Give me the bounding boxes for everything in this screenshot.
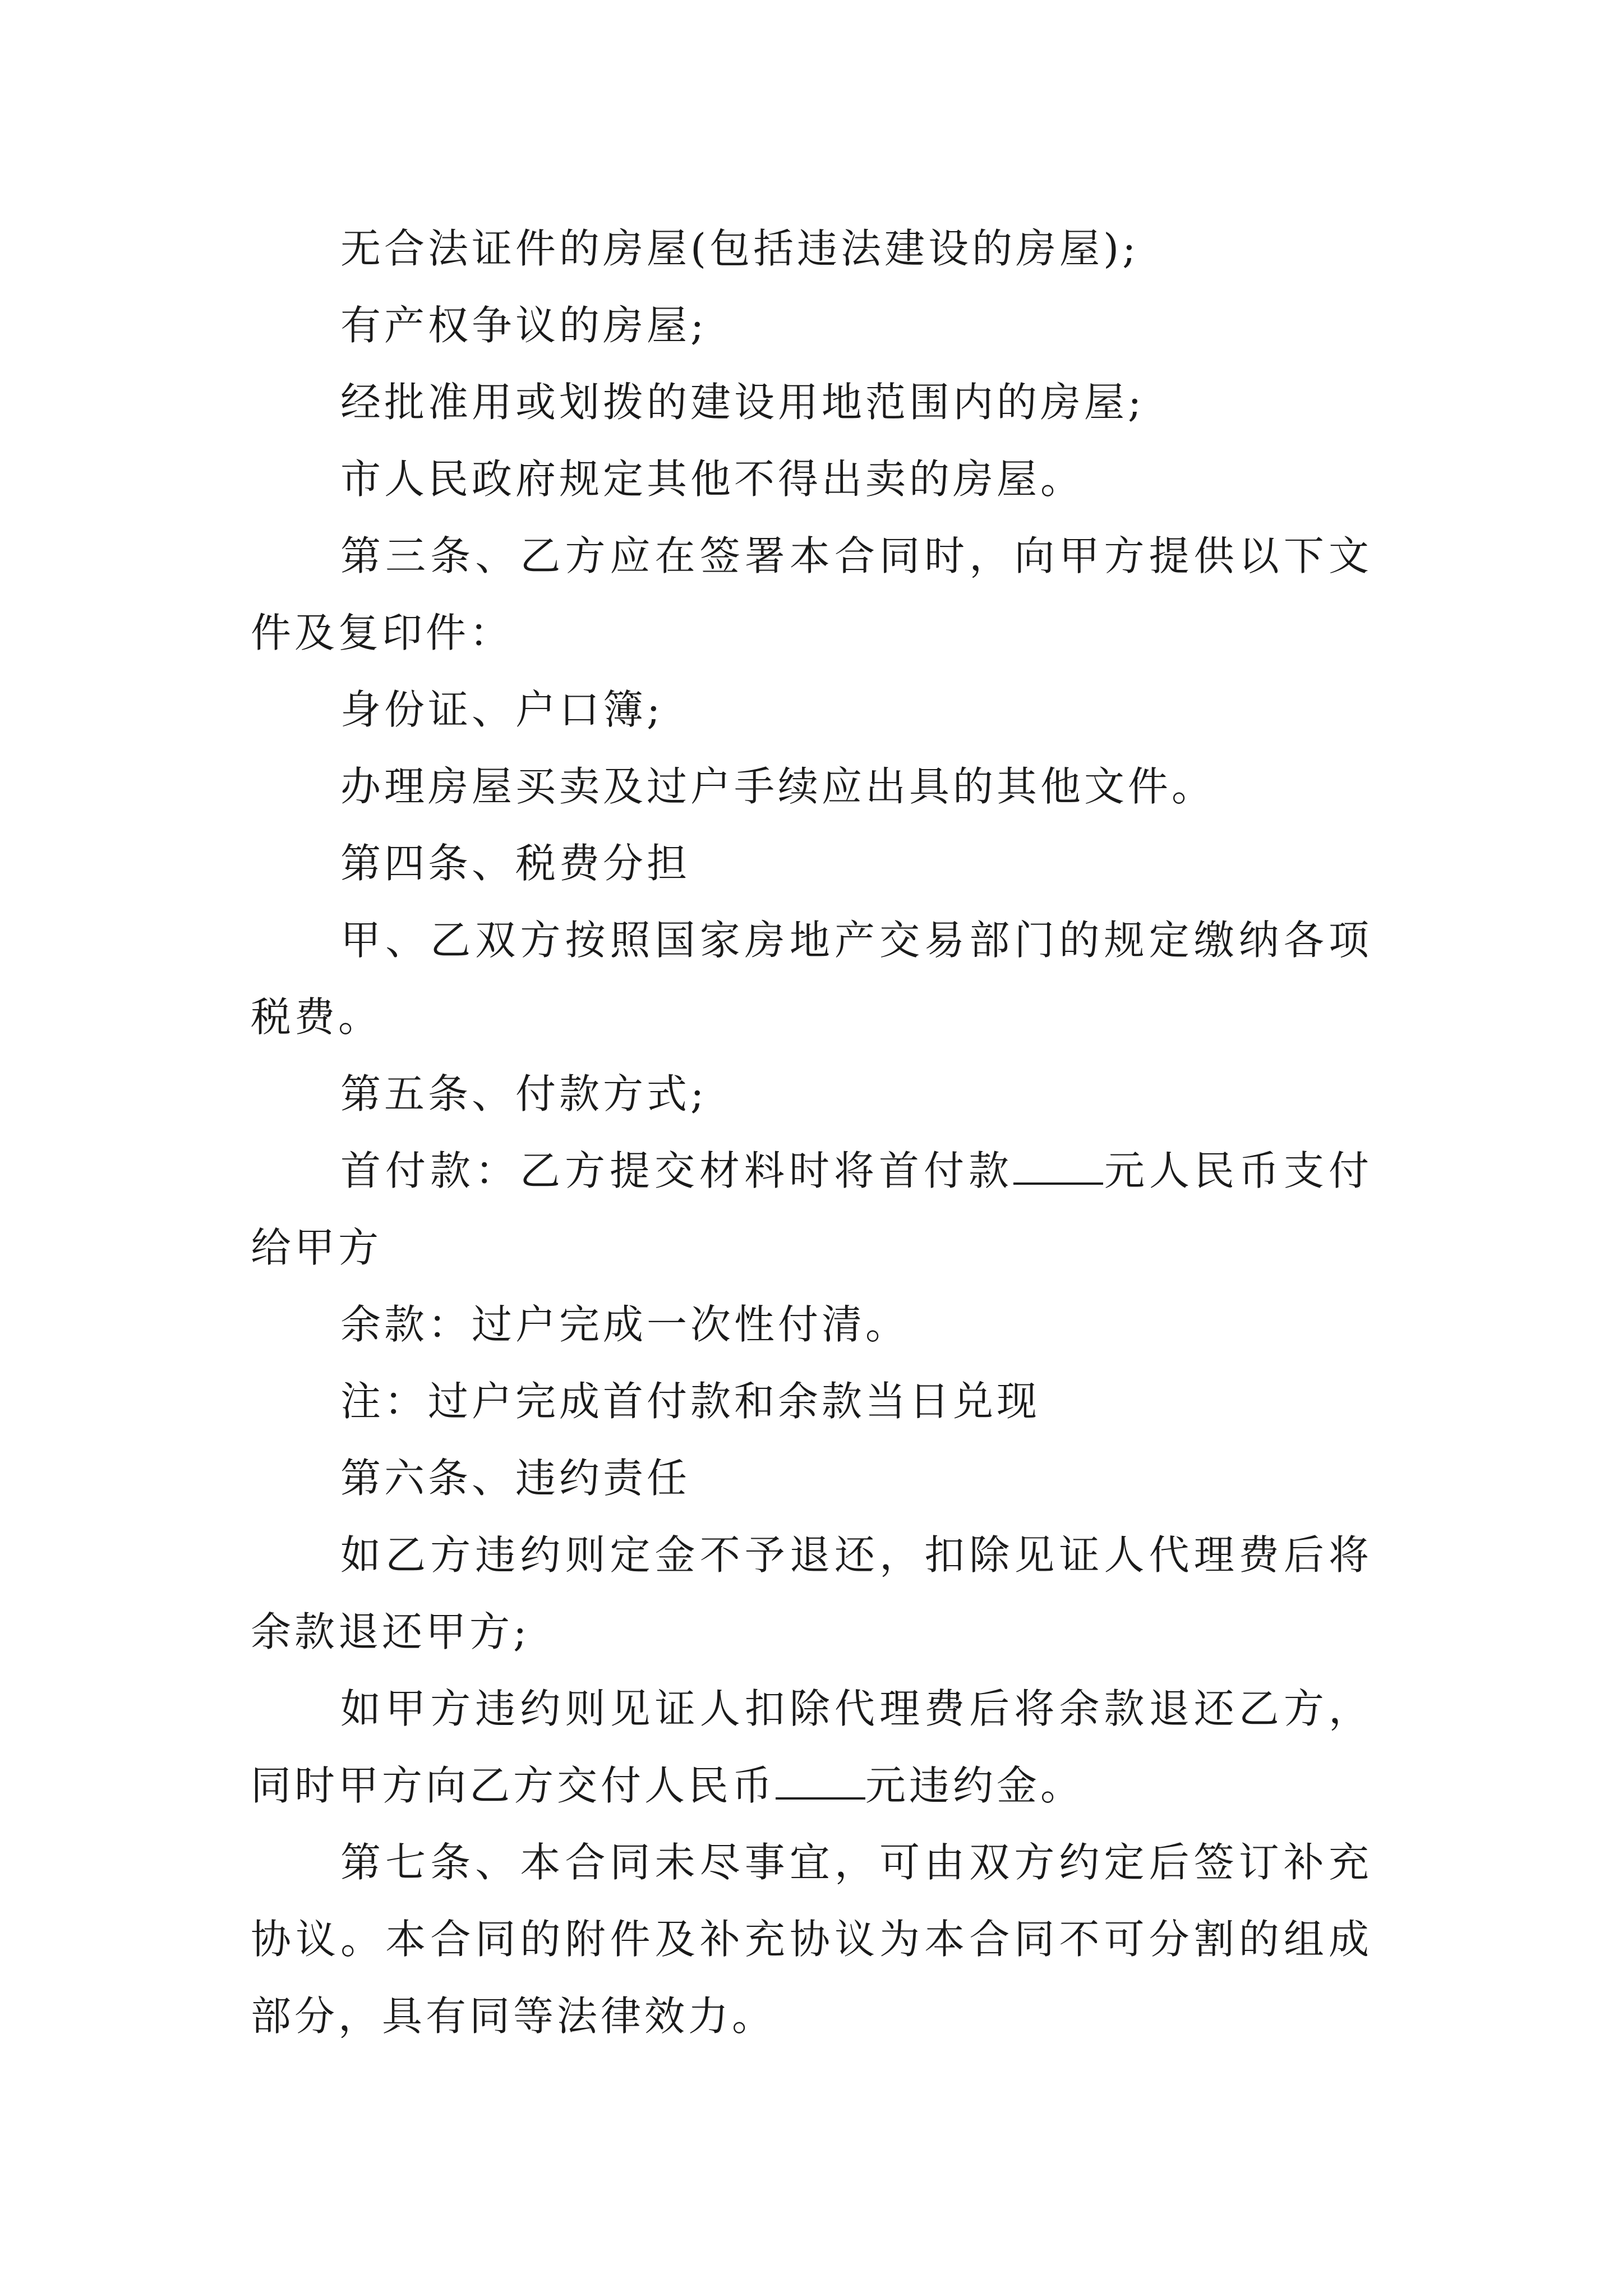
paragraph-buyer-breach: 如乙方违约则定金不予退还，扣除见证人代理费后将余款退还甲方;: [251, 1531, 1372, 1655]
down-payment-text-after: 元人民币支付给甲方: [251, 1147, 1372, 1271]
paragraph-down-payment: [251, 1133, 1372, 1286]
seller-breach-text-after: 元违约金。: [865, 1762, 1085, 1809]
down-payment-text-before: 首付款：乙方提交材料时将首付款: [340, 1147, 1013, 1194]
paragraph-disputed-ownership: 有产权争议的房屋;: [340, 302, 708, 349]
paragraph-article-7: 第七条、本合同未尽事宜，可由双方约定后签订补充协议。本合同的附件及补充协议为本合同不可分割的组成部分，具有同等法律效力。: [251, 1839, 1372, 2040]
paragraph-article-4-heading: 第四条、税费分担: [340, 840, 691, 887]
paragraph-allocated-land: 经批准用或划拨的建设用地范围内的房屋;: [340, 379, 1145, 426]
paragraph-other-documents: 办理房屋买卖及过户手续应出具的其他文件。: [340, 763, 1216, 810]
paragraph-article-5-heading: 第五条、付款方式;: [340, 1070, 708, 1117]
paragraph-id-documents: 身份证、户口簿;: [340, 686, 664, 733]
paragraph-balance-payment: 余款：过户完成一次性付清。: [340, 1301, 910, 1348]
document-body: [251, 210, 1372, 2055]
down-payment-amount-blank: [1013, 1150, 1103, 1185]
seller-breach-text-before: 如甲方违约则见证人扣除代理费后将余款退还乙方，同时甲方向乙方交付人民币: [251, 1685, 1372, 1809]
paragraph-article-6-heading: 第六条、违约责任: [340, 1455, 691, 1502]
paragraph-seller-breach: [251, 1671, 1372, 1824]
penalty-amount-blank: [776, 1765, 865, 1800]
paragraph-article-3: 第三条、乙方应在签署本合同时，向甲方提供以下文件及复印件：: [251, 532, 1372, 656]
paragraph-tax-payment: 甲、乙双方按照国家房地产交易部门的规定缴纳各项税费。: [251, 917, 1372, 1041]
paragraph-government-restricted: 市人民政府规定其他不得出卖的房屋。: [340, 455, 1085, 503]
paragraph-payment-note: 注：过户完成首付款和余款当日兑现: [340, 1378, 1041, 1425]
paragraph-illegal-buildings: 无合法证件的房屋(包括违法建设的房屋);: [340, 225, 1140, 272]
